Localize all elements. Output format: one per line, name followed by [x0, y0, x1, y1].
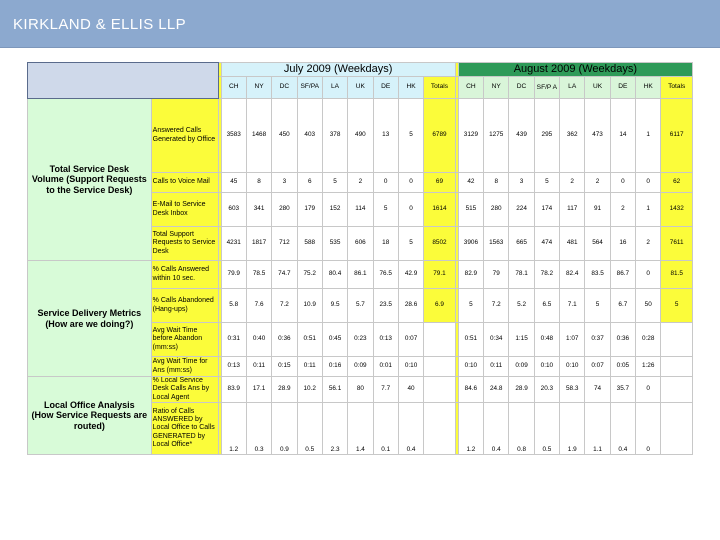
data-cell: 0:01	[373, 357, 398, 377]
data-cell: 564	[585, 227, 610, 261]
metric-label: % Calls Abandoned (Hang-ups)	[151, 289, 218, 323]
data-cell: 5.7	[348, 289, 373, 323]
data-cell: 0:05	[610, 357, 635, 377]
data-cell: 179	[297, 193, 322, 227]
header-banner	[0, 0, 720, 48]
data-cell: 0:11	[484, 357, 509, 377]
data-cell: 280	[484, 193, 509, 227]
metric-label: E-Mail to Service Desk Inbox	[151, 193, 218, 227]
data-cell: 0:36	[272, 323, 297, 357]
data-cell: 473	[585, 99, 610, 173]
data-cell: 78.1	[509, 261, 534, 289]
data-cell: 0.4	[484, 403, 509, 455]
data-cell: 20.3	[534, 377, 559, 403]
col-header: HK	[636, 77, 661, 99]
category-service-delivery: Service Delivery Metrics (How are we doing?)	[28, 261, 152, 377]
data-cell: 78.5	[246, 261, 271, 289]
category-local-office: Local Office Analysis (How Service Requests are routed)	[28, 377, 152, 455]
data-cell: 0:23	[348, 323, 373, 357]
col-header: UK	[585, 77, 610, 99]
data-cell: 0:07	[398, 323, 423, 357]
metric-label: Avg Wait Time before Abandon (mm:ss)	[151, 323, 218, 357]
data-cell	[661, 403, 693, 455]
data-cell: 114	[348, 193, 373, 227]
data-cell: 1.1	[585, 403, 610, 455]
data-cell: 535	[322, 227, 347, 261]
data-cell: 6.9	[424, 289, 456, 323]
data-cell: 10.2	[297, 377, 322, 403]
data-cell: 0:28	[636, 323, 661, 357]
data-cell: 0:13	[373, 323, 398, 357]
data-cell: 1	[636, 99, 661, 173]
august-header: August 2009 (Weekdays)	[458, 63, 692, 77]
data-cell: 295	[534, 99, 559, 173]
data-cell: 24.8	[484, 377, 509, 403]
data-cell: 588	[297, 227, 322, 261]
data-cell: 174	[534, 193, 559, 227]
data-cell: 280	[272, 193, 297, 227]
data-cell: 6	[297, 173, 322, 193]
col-header: Totals	[424, 77, 456, 99]
data-cell: 56.1	[322, 377, 347, 403]
col-header: DC	[509, 77, 534, 99]
data-cell: 82.9	[458, 261, 483, 289]
data-cell: 0:07	[585, 357, 610, 377]
data-cell: 28.6	[398, 289, 423, 323]
data-cell: 1.9	[560, 403, 585, 455]
data-cell: 117	[560, 193, 585, 227]
data-cell: 5	[534, 173, 559, 193]
data-cell: 1:26	[636, 357, 661, 377]
data-cell: 1.4	[348, 403, 373, 455]
data-cell: 474	[534, 227, 559, 261]
data-cell: 2	[560, 173, 585, 193]
data-cell: 481	[560, 227, 585, 261]
data-cell: 0:45	[322, 323, 347, 357]
data-cell: 2	[348, 173, 373, 193]
data-cell: 14	[610, 99, 635, 173]
data-cell: 5.2	[509, 289, 534, 323]
data-cell: 7.2	[484, 289, 509, 323]
data-cell: 0:37	[585, 323, 610, 357]
data-cell: 0	[636, 173, 661, 193]
data-cell: 362	[560, 99, 585, 173]
data-cell: 0	[373, 173, 398, 193]
data-cell: 7611	[661, 227, 693, 261]
data-cell: 1468	[246, 99, 271, 173]
col-header: SF/PA	[297, 77, 322, 99]
data-cell: 403	[297, 99, 322, 173]
data-cell: 606	[348, 227, 373, 261]
data-cell: 0:40	[246, 323, 271, 357]
data-cell: 8502	[424, 227, 456, 261]
data-cell: 91	[585, 193, 610, 227]
data-cell: 8	[246, 173, 271, 193]
data-cell: 665	[509, 227, 534, 261]
data-cell: 0	[610, 173, 635, 193]
data-cell: 50	[636, 289, 661, 323]
data-cell: 5	[373, 193, 398, 227]
data-cell: 18	[373, 227, 398, 261]
data-cell: 4231	[221, 227, 246, 261]
data-cell: 1614	[424, 193, 456, 227]
metric-label: Calls to Voice Mail	[151, 173, 218, 193]
data-cell: 1432	[661, 193, 693, 227]
data-cell: 9.5	[322, 289, 347, 323]
data-cell: 0:51	[458, 323, 483, 357]
data-cell: 3	[509, 173, 534, 193]
data-cell: 86.7	[610, 261, 635, 289]
data-cell: 6.5	[534, 289, 559, 323]
data-cell: 0:16	[322, 357, 347, 377]
data-cell: 0	[636, 403, 661, 455]
data-cell: 0:10	[534, 357, 559, 377]
data-cell: 10.9	[297, 289, 322, 323]
data-cell: 5	[322, 173, 347, 193]
data-cell: 7.2	[272, 289, 297, 323]
data-cell: 0.4	[610, 403, 635, 455]
data-cell: 0:09	[509, 357, 534, 377]
data-cell: 515	[458, 193, 483, 227]
data-cell: 490	[348, 99, 373, 173]
data-cell: 224	[509, 193, 534, 227]
col-header: LA	[560, 77, 585, 99]
data-cell: 1275	[484, 99, 509, 173]
data-cell: 2	[610, 193, 635, 227]
data-cell: 28.9	[509, 377, 534, 403]
data-cell: 0	[398, 193, 423, 227]
data-cell: 152	[322, 193, 347, 227]
data-cell	[661, 377, 693, 403]
data-cell: 79	[484, 261, 509, 289]
data-cell: 7.6	[246, 289, 271, 323]
data-cell: 45	[221, 173, 246, 193]
data-cell: 0:10	[458, 357, 483, 377]
data-cell: 83.9	[221, 377, 246, 403]
data-cell: 5	[398, 227, 423, 261]
data-cell: 0:36	[610, 323, 635, 357]
data-cell: 603	[221, 193, 246, 227]
data-cell: 1.2	[458, 403, 483, 455]
data-cell: 75.2	[297, 261, 322, 289]
data-cell: 0	[398, 173, 423, 193]
data-cell: 0:48	[534, 323, 559, 357]
data-cell: 341	[246, 193, 271, 227]
data-cell: 78.2	[534, 261, 559, 289]
data-cell: 0:51	[297, 323, 322, 357]
data-cell: 1563	[484, 227, 509, 261]
col-header: DC	[272, 77, 297, 99]
data-cell: 0:15	[272, 357, 297, 377]
data-cell: 5	[398, 99, 423, 173]
metric-label: Avg Wait Time for Ans (mm:ss)	[151, 357, 218, 377]
firm-title: KIRKLAND & ELLIS LLP	[13, 16, 187, 33]
data-cell: 23.5	[373, 289, 398, 323]
data-cell	[424, 357, 456, 377]
data-cell: 84.6	[458, 377, 483, 403]
col-header: SF/P A	[534, 77, 559, 99]
col-header: CH	[221, 77, 246, 99]
data-cell: 83.5	[585, 261, 610, 289]
data-cell	[661, 323, 693, 357]
data-cell	[424, 377, 456, 403]
data-cell: 1	[636, 193, 661, 227]
metric-label: Ratio of Calls ANSWERED by Local Office to Calls GENERATED by Local Office*	[151, 403, 218, 455]
data-cell: 378	[322, 99, 347, 173]
data-cell: 0:11	[297, 357, 322, 377]
data-cell: 2	[636, 227, 661, 261]
col-header: CH	[458, 77, 483, 99]
data-cell: 7.7	[373, 377, 398, 403]
data-cell: 0.5	[534, 403, 559, 455]
metric-label: Total Support Requests to Service Desk	[151, 227, 218, 261]
col-header: LA	[322, 77, 347, 99]
data-cell: 16	[610, 227, 635, 261]
table-row	[28, 99, 693, 173]
col-header: DE	[373, 77, 398, 99]
data-cell: 0.5	[297, 403, 322, 455]
data-cell: 439	[509, 99, 534, 173]
data-cell: 0.8	[509, 403, 534, 455]
data-cell: 76.5	[373, 261, 398, 289]
data-cell: 5	[585, 289, 610, 323]
corner-cell	[28, 63, 219, 99]
data-cell: 3906	[458, 227, 483, 261]
col-header: NY	[484, 77, 509, 99]
data-cell: 0:13	[221, 357, 246, 377]
data-cell: 5	[458, 289, 483, 323]
data-cell: 0	[636, 377, 661, 403]
data-cell	[424, 403, 456, 455]
data-cell: 81.5	[661, 261, 693, 289]
data-cell: 35.7	[610, 377, 635, 403]
data-cell: 5	[661, 289, 693, 323]
col-header: DE	[610, 77, 635, 99]
data-cell: 5.8	[221, 289, 246, 323]
data-cell: 3583	[221, 99, 246, 173]
category-volume: Total Service Desk Volume (Support Requests to the Service Desk)	[28, 99, 152, 261]
data-cell: 3	[272, 173, 297, 193]
data-cell: 7.1	[560, 289, 585, 323]
data-cell: 79.1	[424, 261, 456, 289]
col-header: NY	[246, 77, 271, 99]
data-cell	[424, 323, 456, 357]
data-cell: 8	[484, 173, 509, 193]
data-cell: 3129	[458, 99, 483, 173]
data-cell: 450	[272, 99, 297, 173]
metrics-table	[27, 62, 693, 455]
data-cell: 82.4	[560, 261, 585, 289]
metric-label: % Local Service Desk Calls Ans by Local Agent	[151, 377, 218, 403]
col-header: HK	[398, 77, 423, 99]
table-row	[28, 377, 693, 403]
data-cell: 0.4	[398, 403, 423, 455]
data-cell: 42.9	[398, 261, 423, 289]
july-header: July 2009 (Weekdays)	[221, 63, 455, 77]
data-cell: 0.1	[373, 403, 398, 455]
data-cell: 17.1	[246, 377, 271, 403]
data-cell: 80	[348, 377, 373, 403]
data-cell: 0:11	[246, 357, 271, 377]
data-cell: 0	[636, 261, 661, 289]
month-header-row	[28, 63, 693, 77]
data-cell: 62	[661, 173, 693, 193]
metric-label: % Calls Answered within 10 sec.	[151, 261, 218, 289]
spreadsheet	[27, 62, 693, 478]
data-cell: 79.9	[221, 261, 246, 289]
data-cell: 69	[424, 173, 456, 193]
data-cell: 28.9	[272, 377, 297, 403]
data-cell: 0:10	[560, 357, 585, 377]
metric-label: Answered Calls Generated by Office	[151, 99, 218, 173]
data-cell: 0:09	[348, 357, 373, 377]
data-cell: 74	[585, 377, 610, 403]
data-cell: 6117	[661, 99, 693, 173]
data-cell: 2.3	[322, 403, 347, 455]
data-cell: 2	[585, 173, 610, 193]
data-cell: 13	[373, 99, 398, 173]
data-cell: 86.1	[348, 261, 373, 289]
data-cell: 80.4	[322, 261, 347, 289]
data-cell: 6.7	[610, 289, 635, 323]
data-cell: 6789	[424, 99, 456, 173]
data-cell: 1:15	[509, 323, 534, 357]
data-cell: 58.3	[560, 377, 585, 403]
data-cell: 1817	[246, 227, 271, 261]
data-cell: 0.3	[246, 403, 271, 455]
data-cell: 1.2	[221, 403, 246, 455]
col-header: UK	[348, 77, 373, 99]
data-cell: 1:07	[560, 323, 585, 357]
col-header: Totals	[661, 77, 693, 99]
data-cell: 74.7	[272, 261, 297, 289]
data-cell: 0:34	[484, 323, 509, 357]
data-cell	[661, 357, 693, 377]
data-cell: 0:31	[221, 323, 246, 357]
data-cell: 0.9	[272, 403, 297, 455]
data-cell: 0:10	[398, 357, 423, 377]
data-cell: 40	[398, 377, 423, 403]
table-row	[28, 261, 693, 289]
data-cell: 712	[272, 227, 297, 261]
data-cell: 42	[458, 173, 483, 193]
